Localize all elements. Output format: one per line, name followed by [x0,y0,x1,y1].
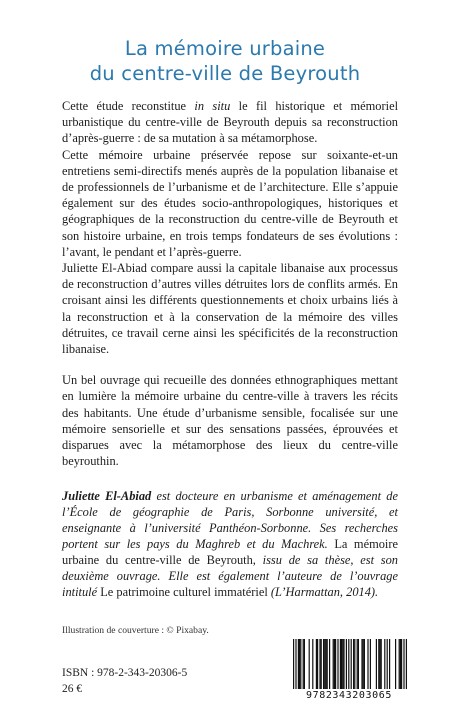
barcode-bar [329,639,330,689]
barcode-bar [358,639,359,689]
blurb-paragraph-1 [62,98,398,147]
barcode-bar [312,639,313,689]
barcode-bar [295,639,296,689]
barcode-bar [351,639,352,689]
barcode-bar [333,639,334,689]
book-title [0,36,450,86]
barcode-bar [337,639,338,689]
barcode-bar [400,639,401,689]
barcode-bar [324,639,325,689]
blurb-paragraph-4: Un bel ouvrage qui recueille des données ethnographiques mettant en lumière la mémoire urbaine du centre-ville à travers les récits des habitants. Une étude d’urbanisme sensible, focalisée sur une mémoire sensorielle et sur des sensations passées, éprouvées et disparues avec la métamorphose des lieux du centre-ville beyrouthin. [62,373,398,469]
barcode-bar [299,639,300,689]
barcode-bar [395,639,396,689]
barcode-bar [353,639,354,689]
barcode-bar [406,639,407,689]
blurb-p1-text-b: le fil historique et mémoriel urbanistique du centre-ville de Beyrouth depuis sa reconstruction d’après-guerre : de sa mutation à sa métamorphose. [62,99,399,146]
barcode-digits: 9782343203065 [305,690,393,701]
title-line-1: La mémoire urbaine [124,37,326,60]
price: 26 € [62,683,83,695]
barcode-bar [403,639,404,689]
bio-book-title-2: Le patrimoine culturel immatériel [100,585,268,599]
blurb-paragraph-3: Juliette El-Abiad compare aussi la capitale libanaise aux processus de reconstruction d’autres villes détruites lors de conflits armés. En croisant ainsi les différents questionnements et choix urbains liés à la reconstruction et à la conservation de la mémoire des villes détruites, ce travail cerne ainsi les spécificités de la reconstruction libanaise. [62,261,398,357]
isbn-block [62,665,187,697]
blurb-p1-emphasis: in situ [194,99,231,113]
barcode-bar [316,639,317,689]
barcode-bar [376,639,377,689]
barcode-bar [370,639,371,689]
barcode-bar [325,639,326,689]
barcode-bar [327,639,328,689]
barcode-bar [367,639,368,689]
barcode-bar [343,639,344,689]
author-bio-text [62,488,398,600]
barcode-bar [317,639,318,689]
blurb-p1-text-a: Cette étude reconstitue [62,99,195,113]
barcode-bar [399,639,400,689]
barcode-bar [335,639,336,689]
barcode-bar [334,639,335,689]
barcode-bar [378,639,379,689]
author-name: Juliette El-Abiad [62,489,152,503]
barcode-bar [354,639,355,689]
cover-credit: Illustration de couverture : © Pixabay. [62,625,209,636]
isbn: ISBN : 978-2-343-20306-5 [62,667,188,679]
barcode-bar [357,639,358,689]
barcode-bar [341,639,342,689]
barcode-bar [319,639,320,689]
author-bio [62,488,398,600]
bio-text-a: est docteure en urbanisme et aménagement de l’École de géographie de Paris, Sorbonne université, et enseignante à l’université Panthéon-Sorbonne. Ses recherches portent sur les pays du Maghreb et du Machrek. [62,489,398,551]
barcode-bar [379,639,380,689]
barcode-bar [361,639,362,689]
barcode-bar [321,639,322,689]
bio-text-b: issu de sa thèse, est son deuxième ouvrage. Elle est également l’auteure de l’ouvrage intitulé [62,553,398,599]
blurb [62,98,398,469]
barcode-bar [298,639,299,689]
barcode-bar [304,639,305,689]
barcode-bar [381,639,382,689]
barcode-bar [363,639,364,689]
barcode-bar [300,639,301,689]
bio-book-title-1: La mémoire urbaine du centre-ville de Beyrouth, [62,537,398,567]
barcode-bar [309,639,310,689]
barcode-bar [346,639,347,689]
barcode-bar [387,639,388,689]
barcode-bar [348,639,349,689]
blurb-paragraph-2: Cette mémoire urbaine préservée repose sur soixante-et-un entretiens semi-directifs menés auprès de la population libanaise et de professionnels de l’urbanisme et de l’architecture. Elle s’appuie également sur des études socio-anthropologiques, historiques et géographiques de la reconstruction du centre-ville de Beyrouth et son histoire urbaine, en trois temps fondateurs de ses évolutions : l’avant, le pendant et l’après-guerre. [62,147,398,259]
barcode-bar [303,639,304,689]
barcode-bars [286,639,412,691]
barcode-bar [293,639,294,689]
barcode-bar [389,639,390,689]
bio-text-c: (L’Harmattan, 2014). [267,585,379,599]
barcode-bar [323,639,324,689]
barcode-bar [342,639,343,689]
barcode [286,639,412,703]
title-line-2: du centre-ville de Beyrouth [89,62,361,85]
barcode-bar [364,639,365,689]
barcode-bar [384,639,385,689]
barcode-bar [401,639,402,689]
barcode-bar [340,639,341,689]
